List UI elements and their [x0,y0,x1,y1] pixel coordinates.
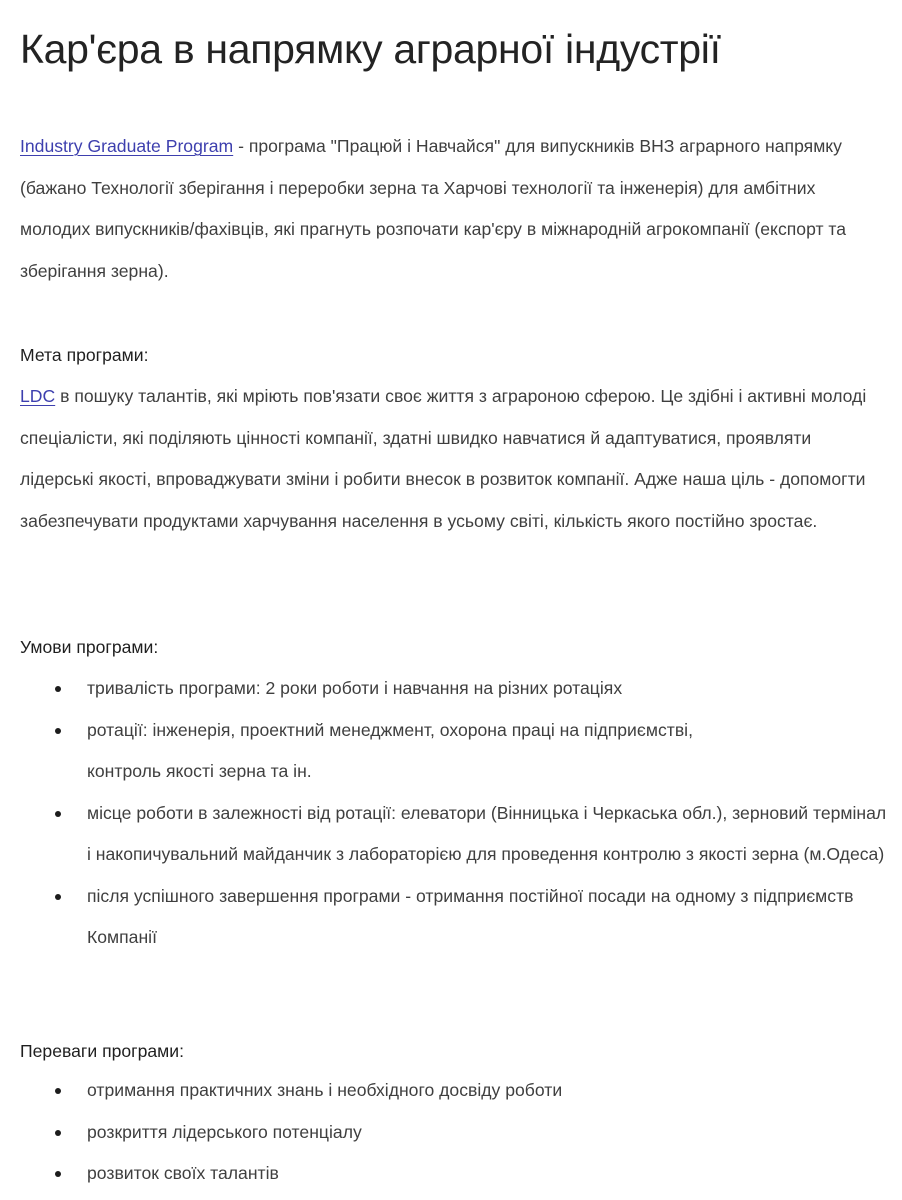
list-item-text: ротації: інженерія, проектний менеджмент, охорона праці на підприємстві, контроль якості зерна та ін. [87,719,693,781]
bullet-icon [55,894,61,900]
list-item [0,668,887,710]
industry-graduate-program-link[interactable]: Industry Graduate Program [20,136,234,156]
goal-heading: Мета програми: [20,345,149,365]
list-item-text: отримання практичних знань і необхідного досвіду роботи [87,1080,563,1100]
list-item-text: тривалість програми: 2 роки роботи і навчання на різних ротаціях [87,678,623,698]
list-item-text: місце роботи в залежності від ротації: елеватори (Вінницька і Черкаська обл.), зерновий термінал і накопичувальний майданчик з лабораторією для проведення контролю з якості зерна (м.Одеса) [87,802,887,864]
bullet-icon [55,1130,61,1136]
intro-paragraph [20,126,890,292]
list-item [0,1070,887,1112]
list-item-text: після успішного завершення програми - отримання постійної посади на одному з підприємств Компанії [87,885,854,947]
advantages-list [0,1070,880,1195]
bullet-icon [55,686,61,692]
goal-text: в пошуку талантів, які мріють пов'язати своє життя з аграроною сферою. Це здібні і активні молоді спеціалісти, які поділяють цінності компанії, здатні швидко навчатися й адаптуватися, проявляти лідерські якості, впроваджувати зміни і робити внесок в розвиток компанії. Адже наша ціль - допомогти забезпечувати продуктами харчування населення в усьому світі, кількість якого постійно зростає. [20,386,867,531]
page-title: Кар'єра в напрямку аграрної індустрії [20,26,721,72]
list-item-text: розкриття лідерського потенціалу [87,1121,362,1142]
list-item [0,1112,887,1154]
goal-paragraph [20,376,878,542]
list-item [0,876,887,959]
advantages-heading: Переваги програми: [20,1041,184,1061]
bullet-icon [55,728,61,734]
bullet-icon [55,811,61,817]
conditions-list [0,668,887,959]
bullet-icon [55,1171,61,1177]
conditions-heading: Умови програми: [20,637,159,657]
ldc-link[interactable]: LDC [20,386,56,406]
intro-text: - програма "Працюй і Навчайся" для випускників ВНЗ аграрного напрямку (бажано Технології зберігання і переробки зерна та Харчові технології та інженерія) для амбітних молодих випускників/фахівців, які прагнуть розпочати кар'єру в міжнародній агрокомпанії (експорт та зберігання зерна). [20,136,847,281]
bullet-icon [55,1088,61,1094]
list-item [0,1153,887,1195]
list-item [0,793,887,876]
list-item-text: розвиток своїх талантів [87,1163,279,1183]
list-item [0,710,727,793]
